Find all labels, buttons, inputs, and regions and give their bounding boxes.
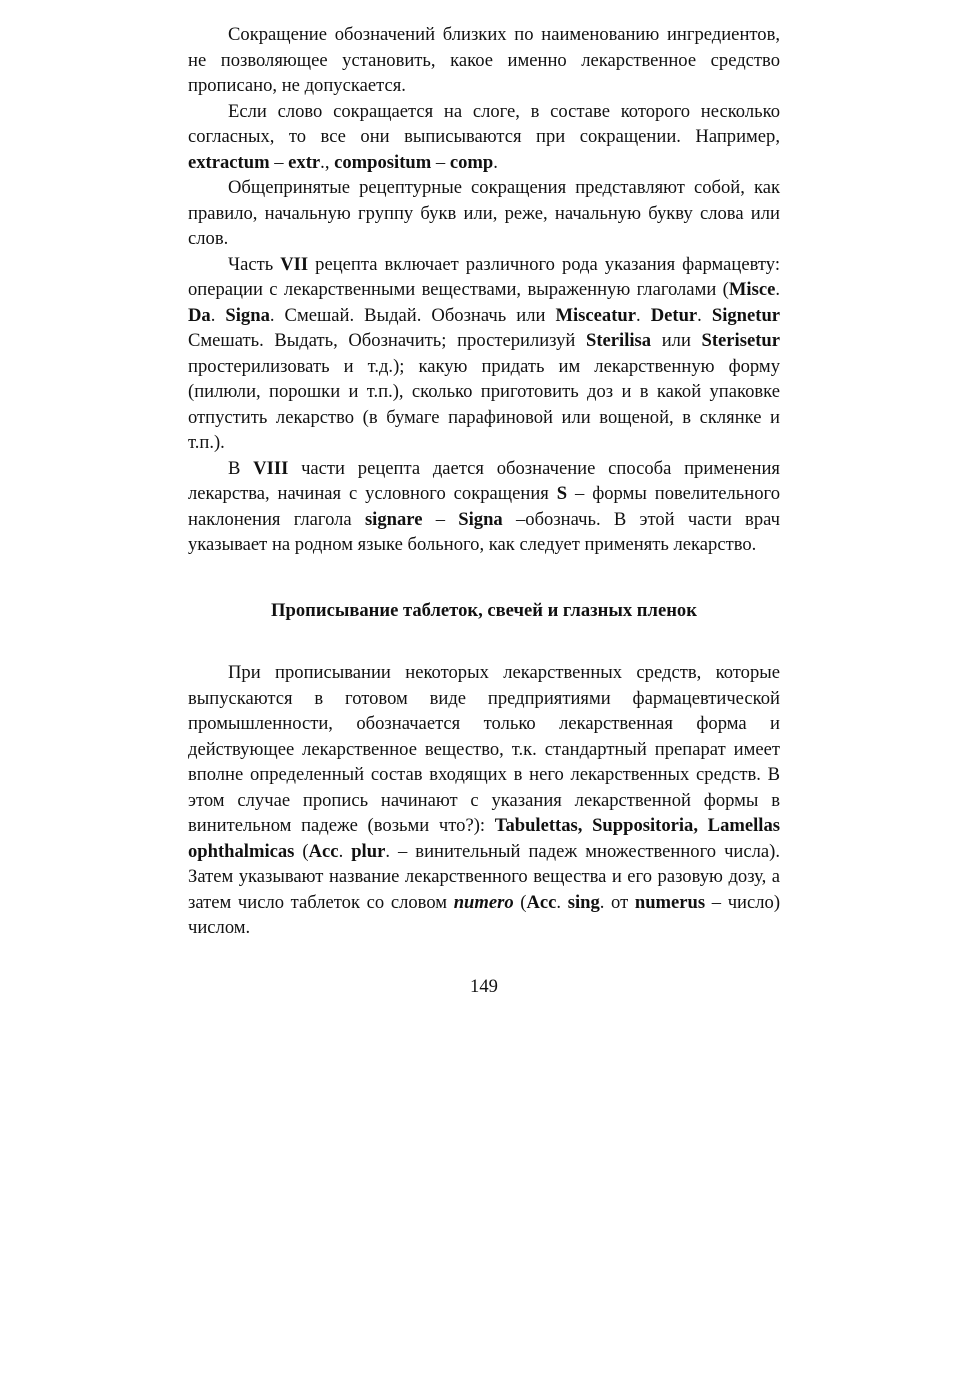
text-run: простерилизовать и т.д.); какую придать им лекарственную форму (пилюли, порошки и т.п.), сколько приготовить доз и в какой упаковке отпустить лекарство (в бумаге парафиновой или вощеной, в склянке и т.п.). xyxy=(188,355,780,453)
bold-italic-term: numero xyxy=(453,891,514,913)
text-run: рецепта включает различного рода указания фармацевту: операции с лекарственными веществами, выраженную глаголами ( xyxy=(188,253,781,300)
bold-term: S xyxy=(556,483,568,504)
text-run: Сокращение обозначений близких по наименованию ингредиентов, не позволяющее установить, какое именно лекарственное средство прописано, не допускается. xyxy=(188,24,780,96)
bold-term: Signetur xyxy=(711,304,781,326)
text-block-after-heading xyxy=(188,660,780,941)
bold-term: Signa xyxy=(458,508,503,530)
text-run: ( xyxy=(294,840,309,862)
text-run: Часть xyxy=(228,253,281,275)
text-run: . от xyxy=(599,891,635,913)
paragraph xyxy=(188,660,780,941)
bold-term: sing xyxy=(567,891,600,913)
paragraph xyxy=(188,99,780,176)
text-run: –обозначь. В этой части врач указывает на родном языке больного, как следует применять лекарство. xyxy=(188,508,780,555)
bold-term: extractum xyxy=(188,151,270,173)
bold-term: Acc xyxy=(308,840,339,862)
text-run: – xyxy=(431,151,450,173)
bold-term: Sterisetur xyxy=(701,330,780,351)
text-run: . xyxy=(775,279,780,300)
text-run: В xyxy=(228,457,254,479)
bold-term: Tabulettas, Suppositoria, Lamellas ophthalmicas xyxy=(188,815,780,862)
bold-term: Detur xyxy=(650,304,698,326)
text-run: Если слово сокращается на слоге, в составе которого несколько согласных, то все они выписываются при сокращении. Например, xyxy=(188,100,780,147)
text-run: части рецепта дается обозначение способа применения лекарства, начиная с условного сокращения xyxy=(188,457,780,504)
bold-term: Misce xyxy=(728,279,776,300)
paragraph xyxy=(188,456,780,558)
bold-term: Da xyxy=(188,304,211,326)
bold-term: signare xyxy=(364,508,423,530)
bold-term: VII xyxy=(280,253,309,275)
text-run: – формы повелительного наклонения глагола xyxy=(188,483,780,530)
section-heading: Прописывание таблеток, свечей и глазных пленок xyxy=(271,599,697,621)
bold-term: VIII xyxy=(253,457,289,479)
bold-term: numerus xyxy=(634,891,706,913)
bold-term: Signa xyxy=(225,304,270,326)
text-run: . – винительный падеж множественного числа). Затем указывают название лекарственного вещества и его разовую дозу, а затем число таблеток со словом xyxy=(188,840,780,913)
text-run: или xyxy=(651,330,702,351)
paragraph xyxy=(188,22,780,99)
text-run: Смешать. Выдать, Обозначить; простерилизуй xyxy=(188,330,587,351)
text-run: – xyxy=(422,508,459,530)
text-run: – xyxy=(269,151,289,173)
text-block-before-heading xyxy=(188,22,780,558)
text-run: . xyxy=(338,840,352,862)
bold-term: Misceatur xyxy=(555,304,637,326)
bold-term: Acc xyxy=(526,891,557,913)
bold-term: compositum xyxy=(334,151,432,173)
text-run: При прописывании некоторых лекарственных средств, которые выпускаются в готовом виде предприятиями фармацевтической промышленности, обозначается только лекарственная форма и действующее лекарственное вещество, т.к. стандартный препарат имеет вполне определенный состав входящих в него лекарственных средств. В этом случае пропись начинают с указания лекарственной формы в винительном падеже (возьми что?): xyxy=(188,662,780,836)
paragraph xyxy=(188,252,780,456)
page-number: 149 xyxy=(470,976,498,997)
text-run: ( xyxy=(513,891,527,913)
paragraph xyxy=(188,175,780,252)
bold-term: plur xyxy=(351,840,386,862)
text-run: – число) числом. xyxy=(188,891,781,938)
text-run: ., xyxy=(320,151,335,173)
text-run: . xyxy=(636,304,651,326)
bold-term: Sterilisa xyxy=(586,330,652,351)
text-run: . xyxy=(493,151,498,173)
text-run: . xyxy=(556,891,568,913)
text-run: . Смешай. Выдай. Обозначь или xyxy=(269,304,556,326)
page-body xyxy=(188,22,780,941)
bold-term: extr xyxy=(288,151,321,173)
text-run: . xyxy=(210,304,226,326)
text-run: Общепринятые рецептурные сокращения представляют собой, как правило, начальную группу букв или, реже, начальную букву слова или слов. xyxy=(188,177,780,249)
text-run: . xyxy=(697,304,712,326)
bold-term: comp xyxy=(449,151,494,173)
